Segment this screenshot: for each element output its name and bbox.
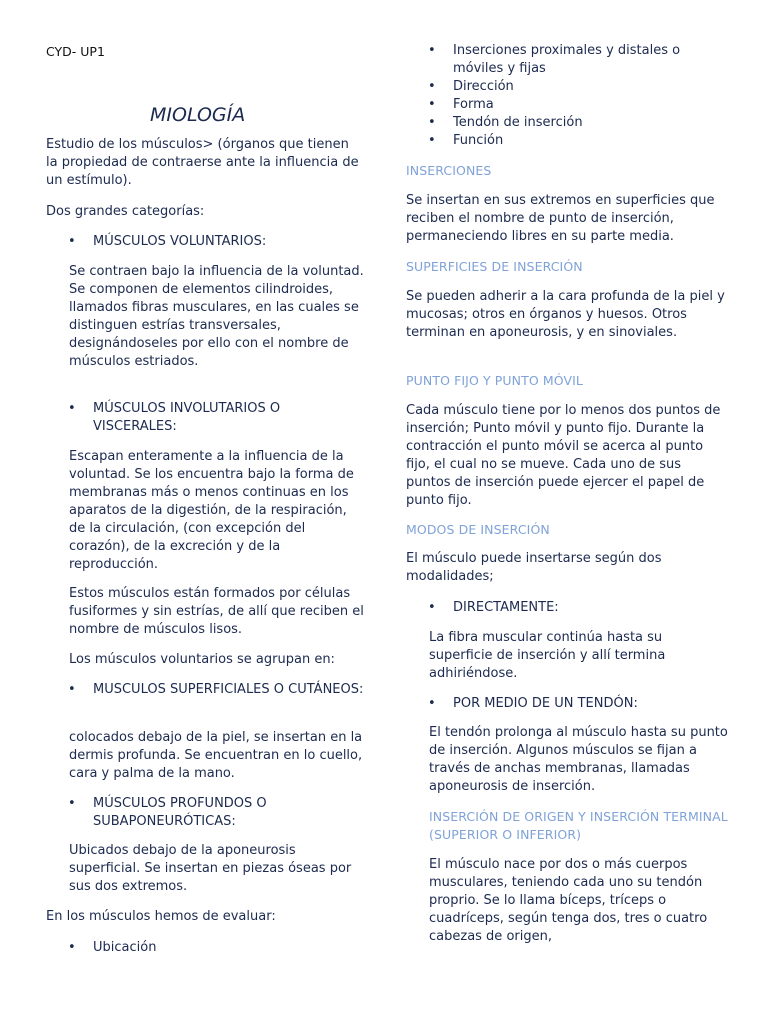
heading-inserciones: INSERCIONES (406, 163, 492, 178)
eval-item-inserciones: • Inserciones proximales y distales o móviles y fijas (406, 42, 728, 78)
eval-item-forma: • Forma (406, 96, 728, 114)
eval-item-funcion: • Función (406, 132, 728, 150)
modos-paragraph: El músculo puede insertarse según dos modalidades; (406, 551, 662, 584)
bullet-deep-muscles: • MÚSCULOS PROFUNDOS O SUBAPONEURÓTICAS: (46, 795, 364, 831)
heading-superficies: SUPERFICIES DE INSERCIÓN (406, 259, 583, 274)
eval-item-direccion: • Dirección (406, 78, 728, 96)
superficies-paragraph: Se pueden adherir a la cara profunda de la piel y mucosas; otros en órganos y huesos. Otros terminan en aponeurosis, y en sinoviales. (406, 289, 725, 340)
voluntary-description: Se contraen bajo la influencia de la voluntad. Se componen de elementos cilindroides, llamados fibras musculares, en las cuales se distinguen estrías transversales, designándoseles por ello con el nombre de músculos estriados. (69, 264, 364, 369)
inserciones-paragraph: Se insertan en sus extremos en superficies que reciben el nombre de punto de inserción, permaneciendo libres en su parte media. (406, 193, 715, 244)
bullet-voluntary-muscles: • MÚSCULOS VOLUNTARIOS: (46, 233, 364, 251)
punto-paragraph: Cada músculo tiene por lo menos dos puntos de inserción; Punto móvil y punto fijo. Durante la contracción el punto móvil se acerca al punto fijo, el cual no se mueve. Cada uno de sus puntos de inserción puede ejercer el papel de punto fijo. (406, 403, 721, 508)
evaluate-intro: En los músculos hemos de evaluar: (46, 909, 276, 924)
superficial-description: colocados debajo de la piel, se insertan en la dermis profunda. Se encuentran en lo cuello, cara y palma de la mano. (69, 730, 363, 781)
categories-intro: Dos grandes categorías: (46, 204, 205, 219)
direct-description: La fibra muscular continúa hasta su superficie de inserción y allí termina adhiriéndose. (429, 630, 666, 681)
eval-item-ubicacion: • Ubicación (46, 939, 364, 957)
eval-item-tendon: • Tendón de inserción (406, 114, 728, 132)
bullet-tendon: • POR MEDIO DE UN TENDÓN: (406, 695, 728, 713)
smooth-muscle-paragraph: Estos músculos están formados por células fusiformes y sin estrías, de allí que reciben el nombre de músculos lisos. (69, 586, 364, 637)
bullet-directamente: • DIRECTAMENTE: (406, 599, 728, 617)
tendon-description: El tendón prolonga al músculo hasta su punto de inserción. Algunos músculos se fijan a través de anchas membranas, llamadas aponeurosis de inserción. (429, 725, 728, 794)
page-title: MIOLOGÍA (150, 104, 246, 126)
heading-punto-fijo: PUNTO FIJO Y PUNTO MÓVIL (406, 373, 583, 388)
origen-paragraph: El músculo nace por dos o más cuerpos musculares, teniendo cada uno su tendón proprio. Se lo llama bíceps, tríceps o cuadríceps, según tenga dos, tres o cuatro cabezas de origen, (429, 857, 708, 944)
deep-description: Ubicados debajo de la aponeurosis superficial. Se insertan en piezas óseas por sus dos extremos. (69, 843, 352, 894)
document-header: CYD- UP1 (46, 44, 105, 59)
bullet-involuntary-muscles: • MÚSCULOS INVOLUTARIOS O VISCERALES: (46, 400, 364, 436)
heading-modos: MODOS DE INSERCIÓN (406, 522, 550, 537)
heading-insercion-origen: INSERCIÓN DE ORIGEN Y INSERCIÓN TERMINAL (SUPERIOR O INFERIOR) (429, 809, 728, 842)
bullet-superficial-muscles: • MUSCULOS SUPERFICIALES O CUTÁNEOS: (46, 681, 364, 699)
intro-paragraph: Estudio de los músculos> (órganos que tienen la propiedad de contraerse ante la influencia de un estímulo). (46, 137, 359, 188)
grouping-intro: Los músculos voluntarios se agrupan en: (69, 652, 335, 667)
involuntary-description: Escapan enteramente a la influencia de la voluntad. Se los encuentra bajo la forma de membranas más o menos continuas en los aparatos de la digestión, de la respiración, de la circulación, (con excepción del corazón), de la excreción y de la reproducción. (69, 449, 354, 572)
